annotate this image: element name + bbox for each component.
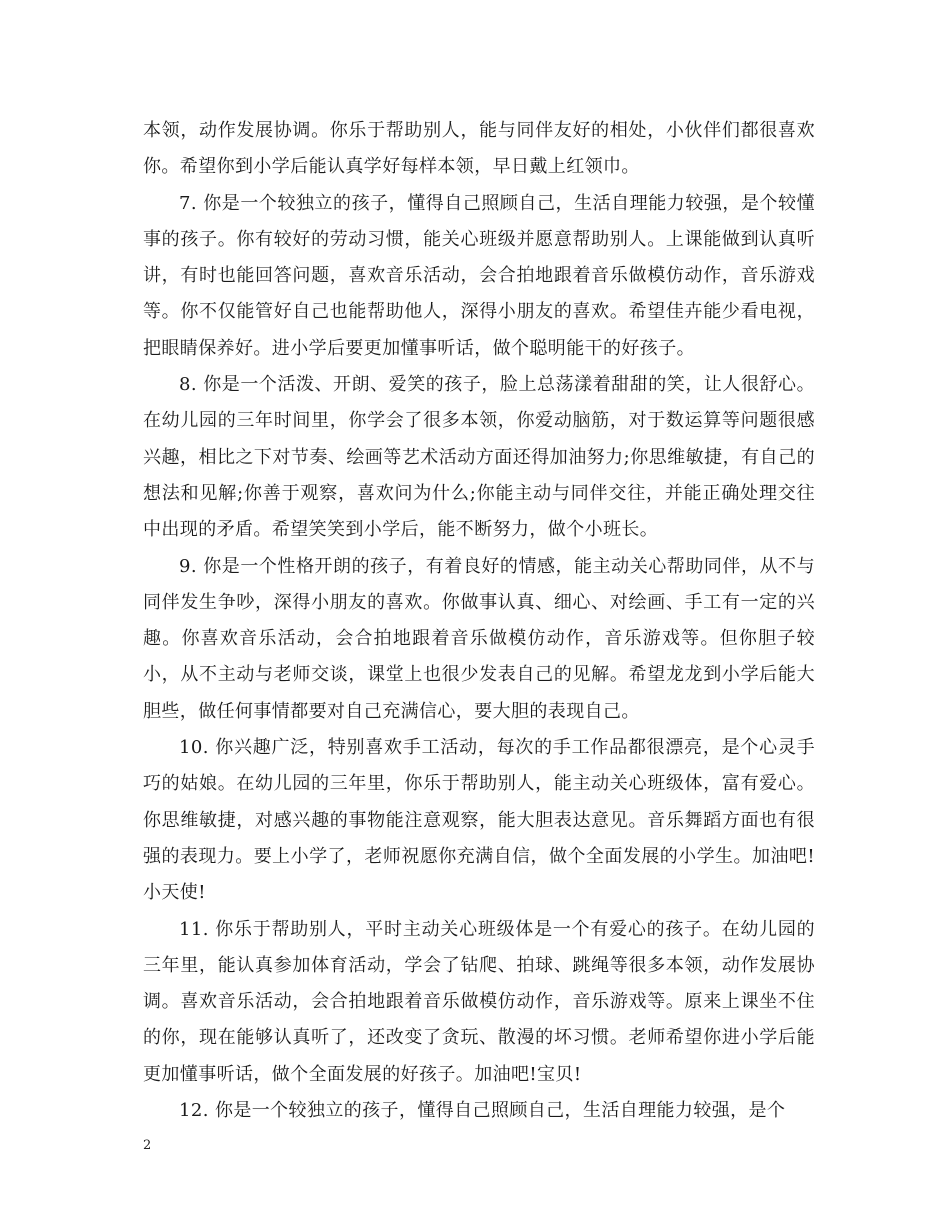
paragraph-item-11: 11. 你乐于帮助别人，平时主动关心班级体是一个有爱心的孩子。在幼儿园的三年里，能认真参加体育活动，学会了钻爬、拍球、跳绳等很多本领，动作发展协调。喜欢音乐活动，会合拍地跟着音乐做模仿动作，音乐游戏等。原来上课坐不住的你，现在能够认真听了，还改变了贪玩、散漫的坏习惯。老师希望你进小学后能更加懂事听话，做个全面发展的好孩子。加油吧!宝贝! (143, 918, 815, 1085)
paragraph-continued: 本领，动作发展协调。你乐于帮助别人，能与同伴友好的相处，小伙伴们都很喜欢你。希望你到小学后能认真学好每样本领，早日戴上红领巾。 (143, 120, 815, 178)
document-body (143, 113, 815, 1129)
paragraph-item-7: 7. 你是一个较独立的孩子，懂得自己照顾自己，生活自理能力较强，是个较懂事的孩子。你有较好的劳动习惯，能关心班级并愿意帮助别人。上课能做到认真听讲，有时也能回答问题，喜欢音乐活动，会合拍地跟着音乐做模仿动作，音乐游戏等。你不仅能管好自己也能帮助他人，深得小朋友的喜欢。希望佳卉能少看电视，把眼睛保养好。进小学后要更加懂事听话，做个聪明能干的好孩子。 (143, 192, 815, 359)
paragraph-item-12: 12. 你是一个较独立的孩子，懂得自己照顾自己，生活自理能力较强，是个 (179, 1100, 786, 1122)
page-number: 2 (143, 1138, 152, 1153)
paragraph-item-8: 8. 你是一个活泼、开朗、爱笑的孩子，脸上总荡漾着甜甜的笑，让人很舒心。在幼儿园的三年时间里，你学会了很多本领，你爱动脑筋，对于数运算等问题很感兴趣，相比之下对节奏、绘画等艺术活动方面还得加油努力;你思维敏捷，有自己的想法和见解;你善于观察，喜欢问为什么;你能主动与同伴交往，并能正确处理交往中出现的矛盾。希望笑笑到小学后，能不断努力，做个小班长。 (143, 374, 815, 541)
paragraph-item-9: 9. 你是一个性格开朗的孩子，有着良好的情感，能主动关心帮助同伴，从不与同伴发生争吵，深得小朋友的喜欢。你做事认真、细心、对绘画、手工有一定的兴趣。你喜欢音乐活动，会合拍地跟着音乐做模仿动作，音乐游戏等。但你胆子较小，从不主动与老师交谈，课堂上也很少发表自己的见解。希望龙龙到小学后能大胆些，做任何事情都要对自己充满信心，要大胆的表现自己。 (143, 555, 815, 722)
paragraph-item-10: 10. 你兴趣广泛，特别喜欢手工活动，每次的手工作品都很漂亮，是个心灵手巧的姑娘。在幼儿园的三年里，你乐于帮助别人，能主动关心班级体，富有爱心。你思维敏捷，对感兴趣的事物能注意观察，能大胆表达意见。音乐舞蹈方面也有很强的表现力。要上小学了，老师祝愿你充满自信，做个全面发展的小学生。加油吧!小天使! (143, 737, 815, 904)
